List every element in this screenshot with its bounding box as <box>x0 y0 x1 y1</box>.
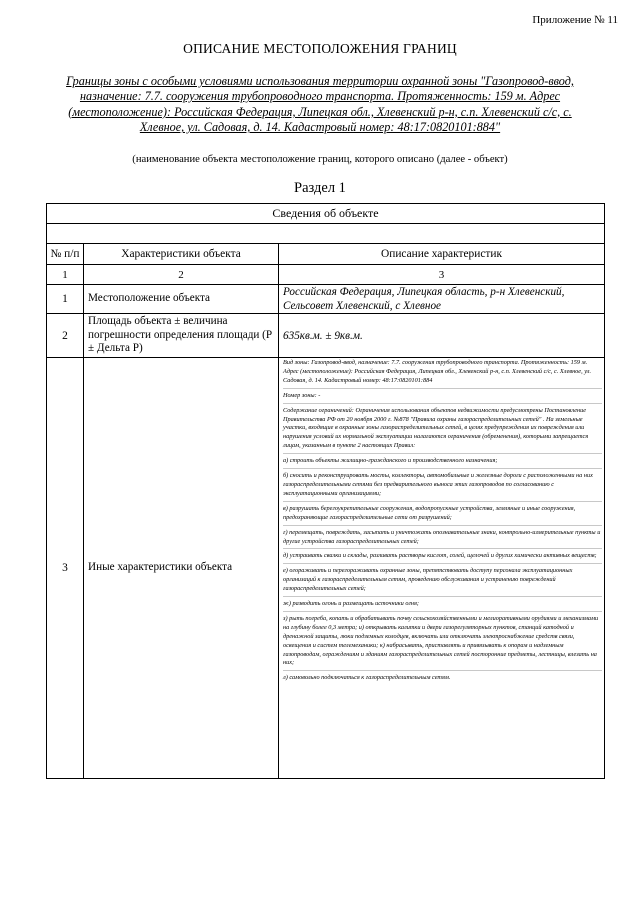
row-number: 1 <box>47 285 84 314</box>
row-value-other <box>279 358 605 779</box>
restriction-paragraph: ж) разводить огонь и размещать источники огня; <box>283 600 602 612</box>
table-heading: Сведения об объекте <box>47 204 605 224</box>
restriction-paragraph: з) рыть погреба, копать и обрабатывать почву сельскохозяйственными и мелиоративными орудиями и механизмами на глубину более 0,3 метра; и) открывать калитки и двери газорегуляторных пунктов, станций катодной и дренажной защиты, люки подземных колодцев, включать или отключать электроснабжение средств связи, освещения и систем телемеханики; к) набрасывать, приставлять и привязывать к опорам и надземным газопроводам, ограждениям и зданиям газораспределительных сетей посторонние предметы, лестницы, влезать на них; <box>283 615 602 671</box>
row-label-other: Иные характеристики объекта <box>84 358 279 779</box>
col-header-number: № п/п <box>47 244 84 265</box>
restriction-paragraph: Номер зоны: - <box>283 392 602 404</box>
table-spacer-row <box>47 224 605 244</box>
restriction-paragraph: б) сносить и реконструировать мосты, коллекторы, автомобильные и железные дороги с расположенными на них газораспределительными сетями без предварительного выноса этих газопроводов по согласованию с эксплуатационными организациями; <box>283 472 602 502</box>
zone-description <box>50 74 590 136</box>
zone-line: Границы зоны с особыми условиями использования территории охранной зоны "Газопровод-ввод, <box>66 74 574 88</box>
table-row <box>47 314 605 358</box>
zone-line: назначение: 7.7. сооружения трубопроводного транспорта. Протяженность: 159 м. Адрес <box>79 89 561 104</box>
restriction-paragraph: Вид зоны: Газопровод-ввод, назначение: 7.7. сооружения трубопроводного транспорта. Протяженность: 159 м. Адрес (местоположение): Российская Федерация, Липецкая обл., Хлевенский р-н, с.п. Хлевенский с/с, с. Хлевное, ул. Садовая, д. 14. Кадастровый номер: 48:17:0820101:884 <box>283 359 602 389</box>
restriction-paragraph: в) разрушать берегоукрепительные сооружения, водопропускные устройства, земляные и иные сооружения, предохраняющие газораспределительные сети от разрушений; <box>283 505 602 526</box>
restriction-paragraph: г) перемещать, повреждать, засыпать и уничтожать опознавательные знаки, контрольно-измерительные пункты и другие устройства газораспределительных сетей; <box>283 529 602 550</box>
col-header-description: Описание характеристик <box>279 244 605 265</box>
restriction-paragraph: а) строить объекты жилищно-гражданского и производственного назначения; <box>283 457 602 469</box>
document-title: ОПИСАНИЕ МЕСТОПОЛОЖЕНИЯ ГРАНИЦ <box>183 41 457 56</box>
appendix-number: Приложение № 11 <box>532 14 618 26</box>
restriction-paragraph: Содержание ограничений: Ограничения использования объектов недвижимости предусмотрены Постановление Правительства РФ от 20 ноября 2000 г. №878 "Правила охраны газораспределительных сетей" . На земельные участки, входящие в охранные зоны газораспределительных сетей, в целях предупреждения их повреждения или нарушения условий их нормальной эксплуатации налагаются ограничения (обременения), которыми запрещается лицам, указанным в пункте 2 настоящих Правил: <box>283 407 602 455</box>
object-caption: (наименование объекта местоположение границ, которого описано (далее - объект) <box>132 154 508 165</box>
col-number-2: 2 <box>84 265 279 285</box>
section-title: Раздел 1 <box>294 180 346 196</box>
restriction-paragraph: л) самовольно подключаться к газораспределительным сетям. <box>283 674 451 682</box>
col-number-3: 3 <box>279 265 605 285</box>
row-label-location: Местоположение объекта <box>84 285 279 314</box>
table-row <box>47 358 605 779</box>
row-label-area: Площадь объекта ± величина погрешности определения площади (P ± Дельта P) <box>84 314 279 358</box>
restriction-paragraph: д) устраивать свалки и склады, разливать растворы кислот, солей, щелочей и других химически активных веществ; <box>283 552 602 564</box>
restriction-paragraph: е) огораживать и перегораживать охранные зоны, препятствовать доступу персонала эксплуатационных организаций к газораспределительным сетям, проведению обслуживания и устранению повреждений газораспределительных сетей; <box>283 567 602 597</box>
row-value-area: 635кв.м. ± 9кв.м. <box>279 314 605 358</box>
col-number-1: 1 <box>47 265 84 285</box>
zone-line: Хлевное, ул. Садовая, д. 14. Кадастровый номер: 48:17:0820101:884" <box>139 120 501 135</box>
col-header-characteristic: Характеристики объекта <box>84 244 279 265</box>
table-row <box>47 285 605 314</box>
zone-line: (местоположение): Российская Федерация, Липецкая обл., Хлевенский р-н, с.п. Хлевенский с/с, с. <box>68 104 572 119</box>
row-value-location: Российская Федерация, Липецкая область, р-н Хлевенский, Сельсовет Хлевенский, с Хлевное <box>279 285 605 314</box>
row-number: 3 <box>47 358 84 779</box>
object-info-table <box>46 203 605 779</box>
row-number: 2 <box>47 314 84 358</box>
